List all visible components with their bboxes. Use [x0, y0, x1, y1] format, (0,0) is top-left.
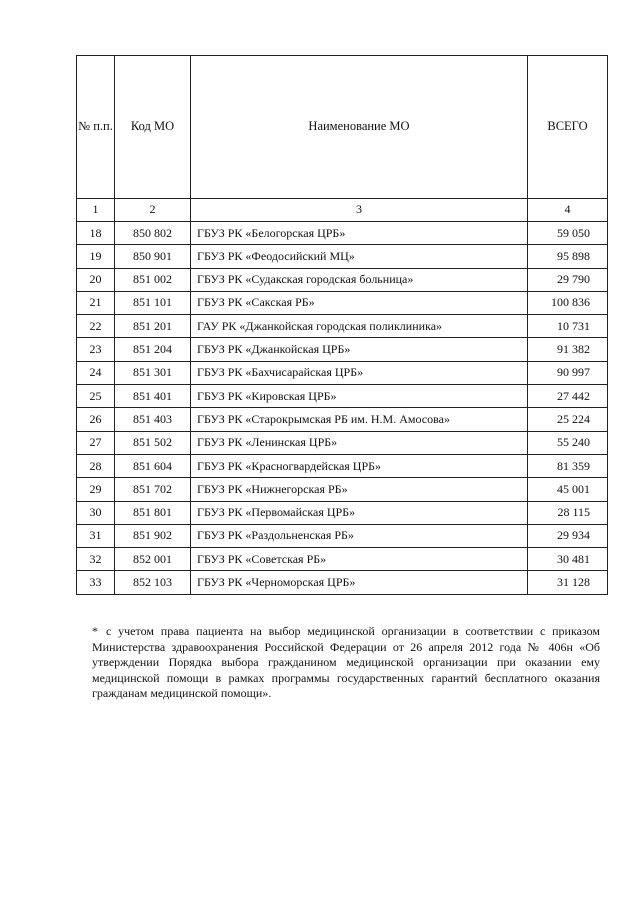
organizations-table: [76, 55, 608, 595]
total-value: 25 224: [528, 408, 608, 431]
org-name: ГБУЗ РК «Сакская РБ»: [191, 291, 528, 314]
row-number: 29: [77, 478, 115, 501]
table-row: [77, 408, 608, 431]
table-row: [77, 431, 608, 454]
org-code: 851 902: [115, 524, 191, 547]
column-number: 3: [191, 199, 528, 222]
row-number: 19: [77, 245, 115, 268]
org-name: ГБУЗ РК «Белогорская ЦРБ»: [191, 222, 528, 245]
total-value: 55 240: [528, 431, 608, 454]
column-number: 4: [528, 199, 608, 222]
table-row: [77, 548, 608, 571]
row-number: 21: [77, 291, 115, 314]
org-name: ГБУЗ РК «Бахчисарайская ЦРБ»: [191, 361, 528, 384]
table-row: [77, 501, 608, 524]
total-value: 45 001: [528, 478, 608, 501]
org-code: 851 204: [115, 338, 191, 361]
table-row: [77, 524, 608, 547]
table-row: [77, 222, 608, 245]
footnote-text: с учетом права пациента на выбор медицинской организации в соответствии с приказом Министерства здравоохранения Российской Федерации от 26 апреля 2012 года № 406н «Об утверждении Порядка выбора гражданином медицинской организации при оказании ему медицинской помощи в рамках программы государственных гарантий бесплатного оказания гражданам медицинской помощи».: [92, 624, 600, 701]
org-code: 851 301: [115, 361, 191, 384]
total-value: 29 790: [528, 268, 608, 291]
org-name: ГБУЗ РК «Первомайская ЦРБ»: [191, 501, 528, 524]
row-number: 25: [77, 385, 115, 408]
org-code: 851 403: [115, 408, 191, 431]
header-no: № п.п.: [77, 56, 115, 199]
row-number: 26: [77, 408, 115, 431]
org-name: ГАУ РК «Джанкойская городская поликлиника»: [191, 315, 528, 338]
row-number: 32: [77, 548, 115, 571]
column-number-row: [77, 199, 608, 222]
org-code: 851 401: [115, 385, 191, 408]
org-code: 851 101: [115, 291, 191, 314]
row-number: 18: [77, 222, 115, 245]
org-code: 851 201: [115, 315, 191, 338]
org-name: ГБУЗ РК «Джанкойская ЦРБ»: [191, 338, 528, 361]
total-value: 29 934: [528, 524, 608, 547]
org-name: ГБУЗ РК «Ленинская ЦРБ»: [191, 431, 528, 454]
total-value: 30 481: [528, 548, 608, 571]
table-row: [77, 571, 608, 594]
table-row: [77, 454, 608, 477]
org-name: ГБУЗ РК «Советская РБ»: [191, 548, 528, 571]
table-header-row: [77, 56, 608, 199]
total-value: 27 442: [528, 385, 608, 408]
total-value: 31 128: [528, 571, 608, 594]
footnote: [92, 624, 600, 702]
total-value: 90 997: [528, 361, 608, 384]
org-code: 851 702: [115, 478, 191, 501]
row-number: 27: [77, 431, 115, 454]
org-code: 852 103: [115, 571, 191, 594]
org-name: ГБУЗ РК «Кировская ЦРБ»: [191, 385, 528, 408]
org-name: ГБУЗ РК «Старокрымская РБ им. Н.М. Амосова»: [191, 408, 528, 431]
table-row: [77, 478, 608, 501]
table-body: [77, 222, 608, 595]
total-value: 91 382: [528, 338, 608, 361]
header-code: Код МО: [115, 56, 191, 199]
row-number: 28: [77, 454, 115, 477]
table-row: [77, 245, 608, 268]
total-value: 95 898: [528, 245, 608, 268]
row-number: 22: [77, 315, 115, 338]
org-code: 852 001: [115, 548, 191, 571]
org-name: ГБУЗ РК «Раздольненская РБ»: [191, 524, 528, 547]
total-value: 59 050: [528, 222, 608, 245]
org-code: 851 002: [115, 268, 191, 291]
org-code: 851 604: [115, 454, 191, 477]
org-name: ГБУЗ РК «Красногвардейская ЦРБ»: [191, 454, 528, 477]
row-number: 31: [77, 524, 115, 547]
total-value: 10 731: [528, 315, 608, 338]
table-row: [77, 338, 608, 361]
org-code: 850 901: [115, 245, 191, 268]
org-name: ГБУЗ РК «Судакская городская больница»: [191, 268, 528, 291]
row-number: 30: [77, 501, 115, 524]
table-row: [77, 361, 608, 384]
total-value: 28 115: [528, 501, 608, 524]
column-number: 1: [77, 199, 115, 222]
row-number: 23: [77, 338, 115, 361]
total-value: 81 359: [528, 454, 608, 477]
org-code: 850 802: [115, 222, 191, 245]
table-row: [77, 315, 608, 338]
total-value: 100 836: [528, 291, 608, 314]
org-name: ГБУЗ РК «Черноморская ЦРБ»: [191, 571, 528, 594]
row-number: 20: [77, 268, 115, 291]
org-code: 851 801: [115, 501, 191, 524]
row-number: 33: [77, 571, 115, 594]
table-row: [77, 268, 608, 291]
table-row: [77, 385, 608, 408]
header-name: Наименование МО: [191, 56, 528, 199]
header-total: ВСЕГО: [528, 56, 608, 199]
org-code: 851 502: [115, 431, 191, 454]
org-name: ГБУЗ РК «Феодосийский МЦ»: [191, 245, 528, 268]
table-row: [77, 291, 608, 314]
footnote-marker: *: [92, 624, 98, 638]
row-number: 24: [77, 361, 115, 384]
column-number: 2: [115, 199, 191, 222]
org-name: ГБУЗ РК «Нижнегорская РБ»: [191, 478, 528, 501]
